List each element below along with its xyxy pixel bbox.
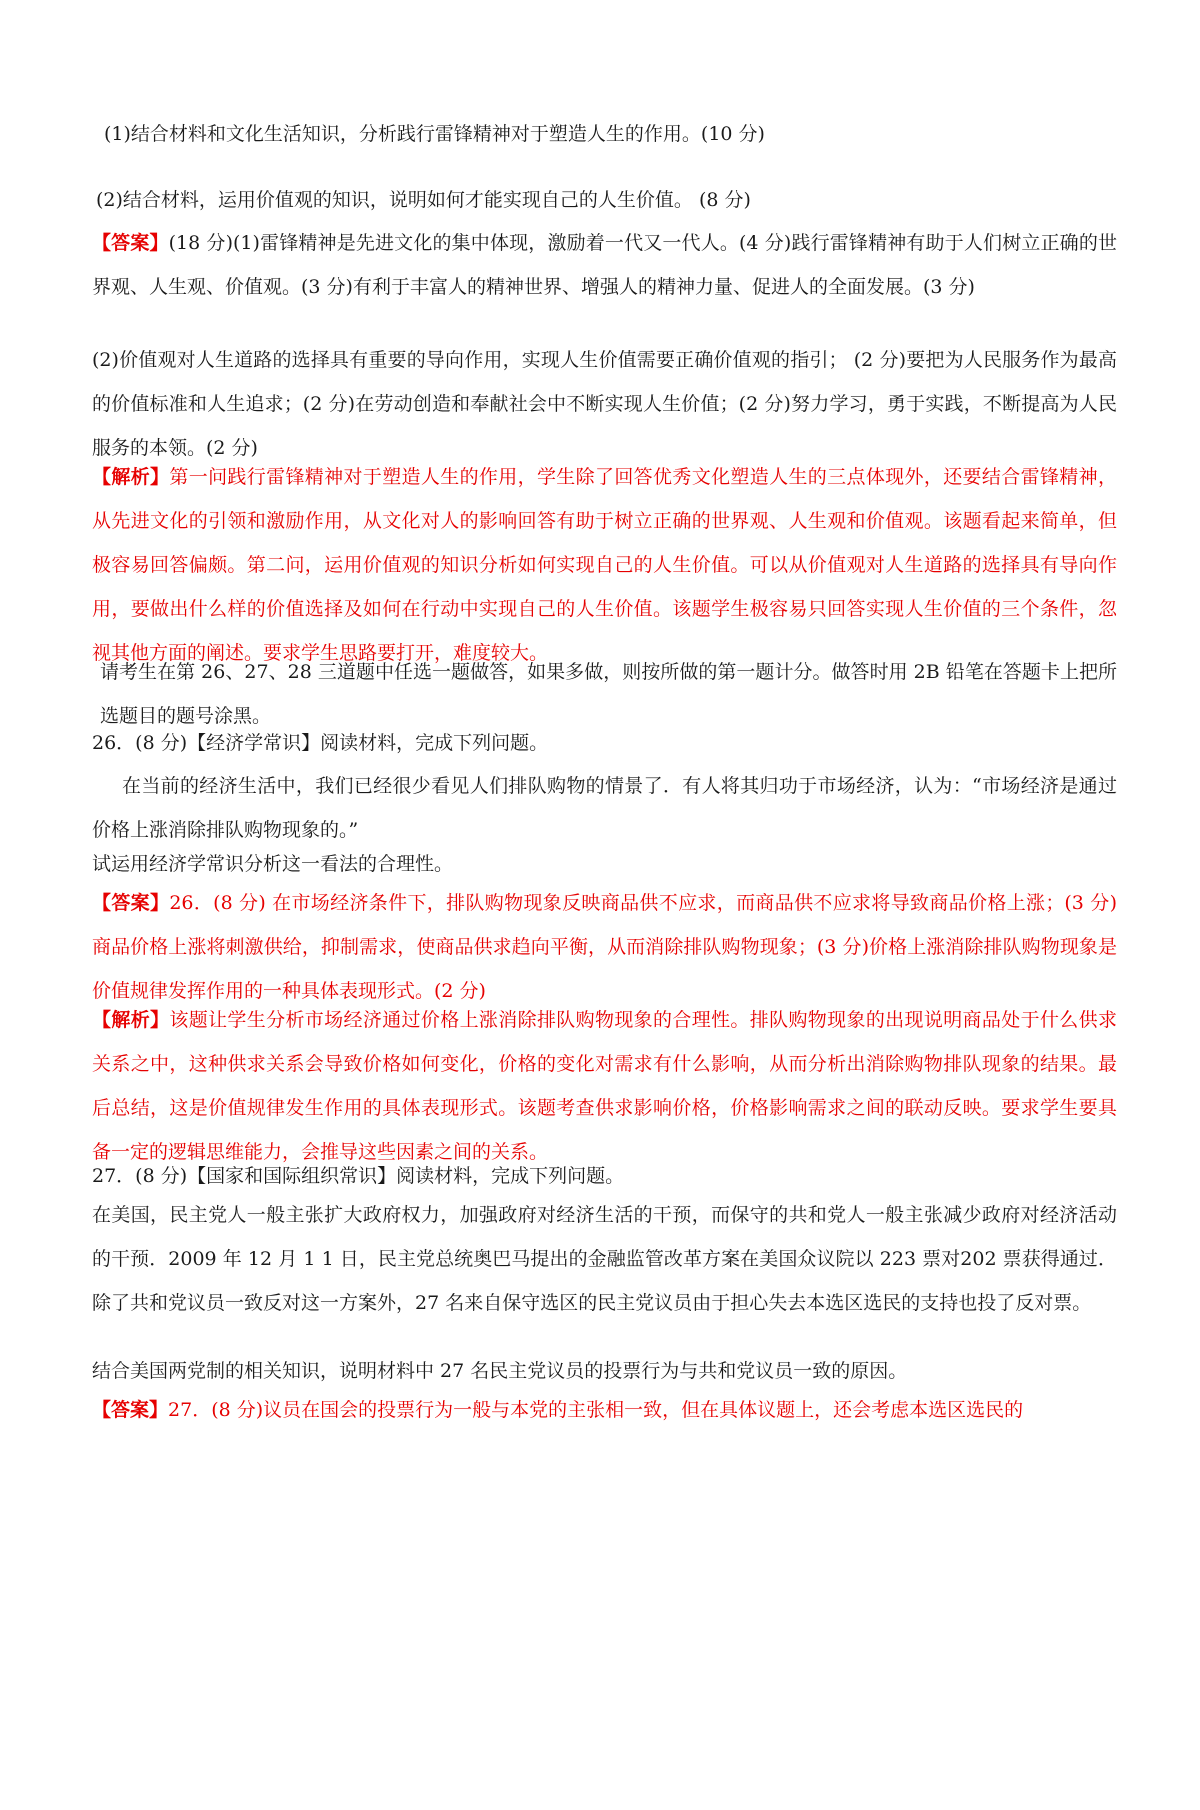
- q25-analysis-text: 第一问践行雷锋精神对于塑造人生的作用，学生除了回答优秀文化塑造人生的三点体现外，还要结合雷锋精神，从先进文化的引领和激励作用，从文化对人的影响回答有助于树立正确的世界观、人生观和价值观。该题看起来简单，但极容易回答偏颇。第二问，运用价值观的知识分析如何实现自己的人生价值。可以从价值观对人生道路的选择具有导向作用，要做出什么样的价值选择及如何在行动中实现自己的人生价值。该题学生极容易只回答实现人生价值的三个条件，忽视其他方面的阐述。要求学生思路要打开，难度较大。: [92, 466, 1117, 664]
- q26-analysis-text: 该题让学生分析市场经济通过价格上涨消除排队购物现象的合理性。排队购物现象的出现说明商品处于什么供求关系之中，这种供求关系会导致价格如何变化，价格的变化对需求有什么影响，从而分析出消除购物排队现象的结果。最后总结，这是价值规律发生作用的具体表现形式。该题考查供求影响价格，价格影响需求之间的联动反映。要求学生要具备一定的逻辑思维能力，会推导这些因素之间的关系。: [92, 1009, 1117, 1163]
- q25-analysis: [92, 455, 1117, 675]
- q26-answer-text: 26．(8 分) 在市场经济条件下，排队购物现象反映商品供不应求，而商品供不应求将导致商品价格上涨；(3 分)商品价格上涨将刺激供给，抑制需求，使商品供求趋向平衡，从而消除排队购物现象；(3 分)价格上涨消除排队购物现象是价值规律发挥作用的一种具体表现形式。(2 分): [92, 892, 1117, 1002]
- answer-tag: 【答案】: [92, 232, 169, 254]
- q26-title: 26．(8 分)【经济学常识】阅读材料，完成下列问题。: [92, 732, 549, 754]
- q26-answer: [92, 881, 1117, 1013]
- q26-analysis: [92, 998, 1117, 1174]
- instruction: 请考生在第 26、27、28 三道题中任选一题做答，如果多做，则按所做的第一题计分。做答时用 2B 铅笔在答题卡上把所选题目的题号涂黑。: [100, 661, 1117, 727]
- answer-tag: 【答案】: [92, 1399, 169, 1421]
- q26-question: 试运用经济学常识分析这一看法的合理性。: [92, 853, 454, 875]
- q27-title: 27．(8 分)【国家和国际组织常识】阅读材料，完成下列问题。: [92, 1165, 625, 1187]
- q25-answer-1: [92, 221, 1117, 309]
- q27-material: 在美国，民主党人一般主张扩大政府权力，加强政府对经济生活的干预，而保守的共和党人一般主张减少政府对经济活动的干预．2009 年 12 月 1 1 日，民主党总统奥巴马提出的金融监管改革方案在美国众议院以 223 票对202 票获得通过．除了共和党议员一致反对这一方案外，27 名来自保守选区的民主党议员由于担心失去本选区选民的支持也投了反对票。: [92, 1204, 1117, 1314]
- q27-answer-text: 27．(8 分)议员在国会的投票行为一般与本党的主张相一致，但在具体议题上，还会考虑本选区选民的: [168, 1399, 1024, 1421]
- q26-material: 在当前的经济生活中，我们已经很少看见人们排队购物的情景了．有人将其归功于市场经济，认为：“市场经济是通过价格上涨消除排队购物现象的。”: [92, 775, 1117, 841]
- q27-question: 结合美国两党制的相关知识，说明材料中 27 名民主党议员的投票行为与共和党议员一致的原因。: [92, 1360, 908, 1382]
- q27-answer: [92, 1388, 1117, 1432]
- q25-sub1: (1)结合材料和文化生活知识，分析践行雷锋精神对于塑造人生的作用。(10 分): [104, 123, 765, 145]
- analysis-tag: 【解析】: [92, 1009, 170, 1031]
- q25-sub2: (2)结合材料，运用价值观的知识，说明如何才能实现自己的人生价值。 (8 分): [96, 189, 751, 211]
- q25-answer-2: (2)价值观对人生道路的选择具有重要的导向作用，实现人生价值需要正确价值观的指引； (2 分)要把为人民服务作为最高的价值标准和人生追求；(2 分)在劳动创造和奉献社会中不断实现人生价值；(2 分)努力学习，勇于实践，不断提高为人民服务的本领。(2 分): [92, 349, 1117, 459]
- analysis-tag: 【解析】: [92, 466, 170, 488]
- q25-answer-1-text: (18 分)(1)雷锋精神是先进文化的集中体现，激励着一代又一代人。(4 分)践行雷锋精神有助于人们树立正确的世界观、人生观、价值观。(3 分)有利于丰富人的精神世界、增强人的精神力量、促进人的全面发展。(3 分): [92, 232, 1117, 298]
- answer-tag: 【答案】: [92, 892, 170, 914]
